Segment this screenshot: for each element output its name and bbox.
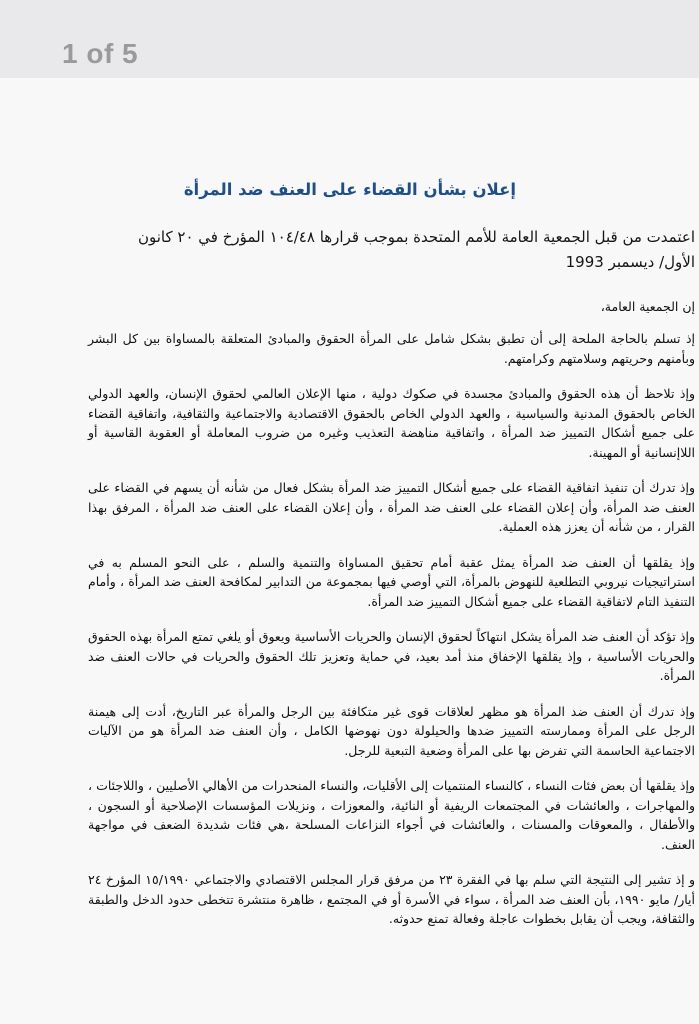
preamble-paragraph: إذ تسلم بالحاجة الملحة إلى أن تطبق بشكل شامل على المرأة الحقوق والمبادئ المتعلقة بالمساواة بين كل البشر وبأمنهم وحريتهم وسلامتهم وكرامتهم. [88, 331, 695, 366]
document-page [0, 78, 699, 1024]
addressee-line: إن الجمعية العامة، [600, 299, 695, 314]
document-title: إعلان بشأن القضاء على العنف ضد المرأة [183, 180, 516, 199]
page-indicator: 1 of 5 [62, 38, 139, 69]
document-body [88, 160, 698, 929]
subtitle-line-2: الأول/ ديسمبر 1993 [565, 253, 695, 271]
preamble-paragraph: وإذ تدرك أن تنفيذ اتفاقية القضاء على جميع أشكال التمييز ضد المرأة بشكل فعال من شأنه أن يسهم في القضاء على العنف ضد المرأة، وأن إعلان القضاء على العنف ضد المرأة ، وأن إعلان القضاء على العنف ضد المرأة ، المرفق بهذا القرار ، من شأنه أن يعزز هذه العملية. [88, 480, 695, 534]
preamble-paragraph: وإذ يقلقها أن بعض فئات النساء ، كالنساء المنتميات إلى الأقليات، والنساء المنحدرات من الأهالي الأصليين ، واللاجئات ، والمهاجرات ، والعائشات في المجتمعات الريفية أو النائية، والمعوزات ، ونزيلات المؤسسات الإصلاحية أو السجون ، والأطفال ، والمعوقات والمسنات ، والعائشات في أجواء النزاعات المسلحة ،هي فئات شديدة الضعف في مواجهة العنف. [88, 778, 695, 852]
preamble-paragraph: وإذ تلاحظ أن هذه الحقوق والمبادئ مجسدة في صكوك دولية ، منها الإعلان العالمي لحقوق الإنسان، والعهد الدولي الخاص بالحقوق المدنية والسياسية ، والعهد الدولي الخاص بالحقوق الاقتصادية والاجتماعية والثقافية، واتفاقية القضاء على جميع أشكال التمييز ضد المرأة ، واتفاقية مناهضة التعذيب وغيره من ضروب المعاملة أو العقوبة القاسية أو اللاإنسانية أو المهينة. [88, 386, 695, 460]
document-subtitle [88, 225, 695, 275]
preamble-paragraph: وإذ تؤكد أن العنف ضد المرأة يشكل انتهاكاً لحقوق الإنسان والحريات الأساسية ويعوق أو يلغي تمتع المرأة بهذه الحقوق والحريات الأساسية ، وإذ يقلقها الإخفاق منذ أمد بعيد، في حماية وتعزيز تلك الحقوق والحريات في حالات العنف ضد المرأة. [88, 629, 695, 683]
preamble-paragraph: وإذ تدرك أن العنف ضد المرأة هو مظهر لعلاقات قوى غير متكافئة بين الرجل والمرأة عبر التاريخ، أدت إلى هيمنة الرجل على المرأة وممارسته التمييز ضدها والحيلولة دون نهوضها الكامل ، وأن العنف ضد المرأة هو من الآليات الاجتماعية الحاسمة التي تفرض بها على المرأة وضعية التبعية للرجل. [88, 703, 695, 758]
subtitle-line-1: اعتمدت من قبل الجمعية العامة للأمم المتحدة بموجب قرارها ١٠٤/٤٨ المؤرخ في ٢٠ كانون [137, 228, 695, 246]
preamble-paragraph: وإذ يقلقها أن العنف ضد المرأة يمثل عقبة أمام تحقيق المساواة والتنمية والسلم ، على النحو المسلم به في استراتيجيات نيروبي التطلعية للنهوض بالمرأة، التي أوصي فيها بمجموعة من التدابير لمكافحة العنف ضد المرأة ، وأمام التنفيذ التام لاتفاقية القضاء على جميع أشكال التمييز ضد المرأة. [88, 554, 695, 609]
preamble-paragraph: و إذ تشير إلى النتيجة التي سلم بها في الفقرة ٢٣ من مرفق قرار المجلس الاقتصادي والاجتماعي ١٥/١٩٩٠ المؤرخ ٢٤ أيار/ مايو ١٩٩٠، بأن العنف ضد المرأة ، سواء في الأسرة أو في المجتمع ، ظاهرة منتشرة تتخطى حدود الدخل والطبقة والثقافة، ويجب أن يقابل بخطوات عاجلة وفعالة تمنع حدوثه. [88, 872, 696, 926]
